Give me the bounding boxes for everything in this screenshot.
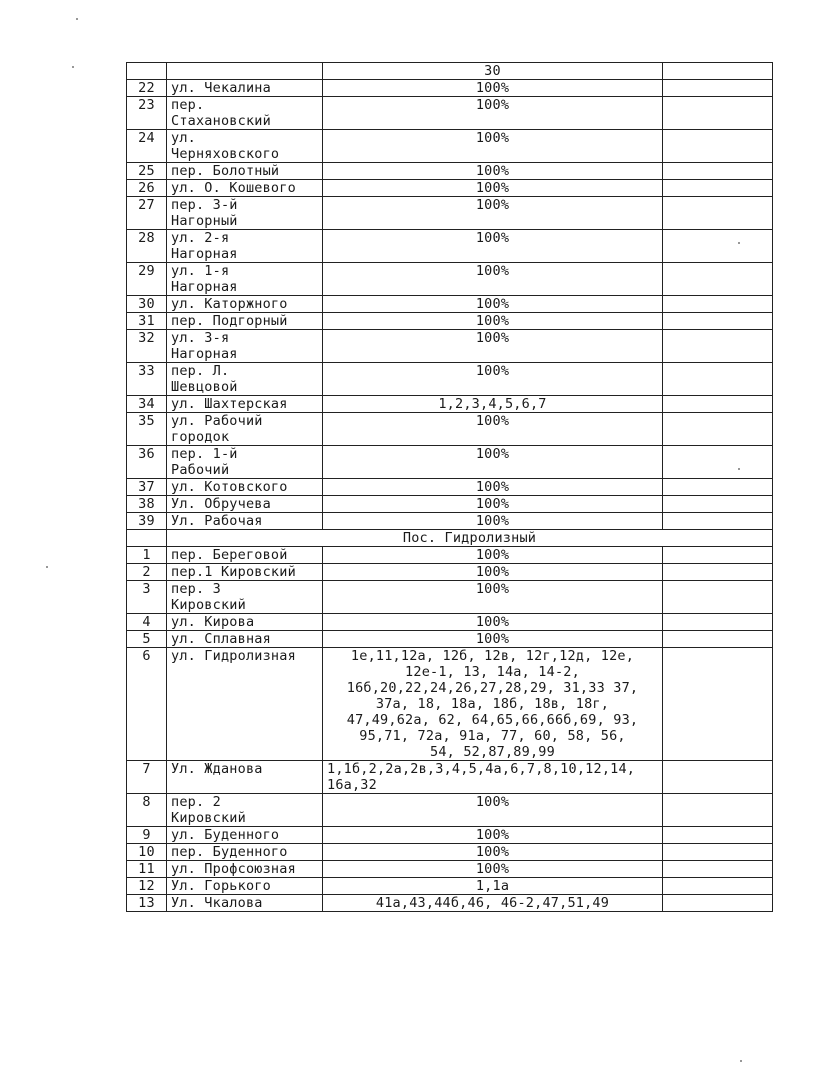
extra-cell [663,496,773,513]
extra-cell [663,263,773,296]
row-number: 22 [127,80,167,97]
street-name: пер. 2 Кировский [167,794,323,827]
house-numbers: 1,1б,2,2а,2в,3,4,5,4а,6,7,8,10,12,14, 16а,32 [323,761,663,794]
extra-cell [663,197,773,230]
table-row [127,313,773,330]
extra-cell [663,631,773,648]
table-row [127,197,773,230]
extra-cell [663,230,773,263]
street-name: пер. Береговой [167,547,323,564]
address-table-body [127,63,773,912]
extra-cell [663,97,773,130]
extra-cell [663,446,773,479]
table-row [127,513,773,530]
table-row [127,895,773,912]
extra-cell [663,648,773,761]
table-row [127,794,773,827]
house-numbers: 100% [323,130,663,163]
house-numbers: 100% [323,564,663,581]
scan-speck [76,18,78,20]
row-number: 37 [127,479,167,496]
table-row [127,163,773,180]
house-numbers: 41а,43,44б,46, 46-2,47,51,49 [323,895,663,912]
extra-cell [663,513,773,530]
street-name: ул. Каторжного [167,296,323,313]
table-row [127,547,773,564]
row-number: 25 [127,163,167,180]
extra-cell [663,878,773,895]
extra-cell [663,313,773,330]
street-name: ул. Сплавная [167,631,323,648]
section-title: Пос. Гидролизный [167,530,773,547]
house-numbers: 100% [323,844,663,861]
street-name: пер. Болотный [167,163,323,180]
street-name: ул. Чекалина [167,80,323,97]
extra-cell [663,330,773,363]
row-number: 26 [127,180,167,197]
house-numbers: 100% [323,496,663,513]
extra-cell [663,614,773,631]
row-number: 24 [127,130,167,163]
street-name: ул. Черняховского [167,130,323,163]
extra-cell [663,564,773,581]
extra-cell [663,827,773,844]
table-row [127,479,773,496]
table-row [127,363,773,396]
street-name: Ул. Жданова [167,761,323,794]
table-row [127,581,773,614]
street-name: Ул. Горького [167,878,323,895]
extra-cell [663,794,773,827]
street-name: ул. Котовского [167,479,323,496]
row-number: 29 [127,263,167,296]
house-numbers: 100% [323,631,663,648]
extra-cell [663,80,773,97]
house-numbers: 1е,11,12а, 12б, 12в, 12г,12д, 12е, 12е-1, 13, 14а, 14-2, 16б,20,22,24,26,27,28,29, 31,33 37, 37а, 18, 18а, 18б, 18в, 18г, 47,49,62а, 62, 64,65,66,66б,69, 93, 95,71, 72а, 91а, 77, 60, 58, 56, 54, 52,87,89,99 [323,648,663,761]
row-number: 27 [127,197,167,230]
row-number: 39 [127,513,167,530]
table-row [127,396,773,413]
scan-speck [738,468,740,470]
extra-cell [663,363,773,396]
row-number: 3 [127,581,167,614]
row-number: 10 [127,844,167,861]
street-name: ул. Гидролизная [167,648,323,761]
extra-cell [663,581,773,614]
house-numbers: 100% [323,197,663,230]
row-number: 32 [127,330,167,363]
table-row [127,496,773,513]
street-name: пер. Подгорный [167,313,323,330]
street-name: ул. О. Кошевого [167,180,323,197]
house-numbers: 100% [323,180,663,197]
house-numbers: 100% [323,547,663,564]
table-row [127,180,773,197]
header-cell-extra [663,63,773,80]
street-name: Ул. Рабочая [167,513,323,530]
row-number: 34 [127,396,167,413]
house-numbers: 1,2,3,4,5,6,7 [323,396,663,413]
street-name: пер. Буденного [167,844,323,861]
table-row [127,861,773,878]
street-name: пер. 1-й Рабочий [167,446,323,479]
table-row [127,614,773,631]
row-number: 11 [127,861,167,878]
row-number: 28 [127,230,167,263]
house-numbers: 100% [323,794,663,827]
street-name: пер. Л. Шевцовой [167,363,323,396]
header-value: 30 [323,63,663,80]
street-name: пер. Стахановский [167,97,323,130]
row-number: 38 [127,496,167,513]
street-name: ул. 1-я Нагорная [167,263,323,296]
table-row [127,330,773,363]
house-numbers: 100% [323,513,663,530]
table-row [127,446,773,479]
street-name: ул. Рабочий городок [167,413,323,446]
street-name: ул. 2-я Нагорная [167,230,323,263]
table-row [127,97,773,130]
table-row [127,564,773,581]
house-numbers: 100% [323,330,663,363]
house-numbers: 100% [323,413,663,446]
extra-cell [663,547,773,564]
house-numbers: 100% [323,446,663,479]
table-row [127,230,773,263]
row-number: 4 [127,614,167,631]
row-number: 5 [127,631,167,648]
section-cell-num [127,530,167,547]
house-numbers: 100% [323,614,663,631]
row-number: 1 [127,547,167,564]
house-numbers: 100% [323,163,663,180]
scan-speck [738,242,740,244]
extra-cell [663,396,773,413]
house-numbers: 100% [323,263,663,296]
table-row [127,80,773,97]
extra-cell [663,761,773,794]
row-number: 12 [127,878,167,895]
street-name: пер. 3 Кировский [167,581,323,614]
house-numbers: 100% [323,313,663,330]
scan-speck [72,66,74,68]
table-row [127,631,773,648]
house-numbers: 100% [323,861,663,878]
table-row [127,413,773,446]
row-number: 2 [127,564,167,581]
row-number: 23 [127,97,167,130]
street-name: ул. 3-я Нагорная [167,330,323,363]
table-row [127,130,773,163]
house-numbers: 100% [323,97,663,130]
street-name: пер. 3-й Нагорный [167,197,323,230]
row-number: 13 [127,895,167,912]
extra-cell [663,180,773,197]
table-row [127,878,773,895]
scan-speck [740,1060,742,1062]
house-numbers: 100% [323,363,663,396]
extra-cell [663,413,773,446]
street-name: ул. Шахтерская [167,396,323,413]
house-numbers: 100% [323,581,663,614]
street-name: Ул. Чкалова [167,895,323,912]
table-row [127,263,773,296]
extra-cell [663,844,773,861]
row-number: 8 [127,794,167,827]
extra-cell [663,895,773,912]
table-header-row [127,63,773,80]
row-number: 36 [127,446,167,479]
row-number: 30 [127,296,167,313]
extra-cell [663,479,773,496]
street-name: пер.1 Кировский [167,564,323,581]
address-table [126,62,773,912]
street-name: ул. Буденного [167,827,323,844]
row-number: 31 [127,313,167,330]
house-numbers: 100% [323,80,663,97]
row-number: 7 [127,761,167,794]
table-row [127,844,773,861]
row-number: 6 [127,648,167,761]
row-number: 35 [127,413,167,446]
scan-speck [46,566,48,568]
table-row [127,761,773,794]
section-row [127,530,773,547]
row-number: 33 [127,363,167,396]
street-name: ул. Профсоюзная [167,861,323,878]
header-cell-num [127,63,167,80]
house-numbers: 100% [323,827,663,844]
row-number: 9 [127,827,167,844]
extra-cell [663,163,773,180]
house-numbers: 100% [323,296,663,313]
house-numbers: 100% [323,230,663,263]
street-name: ул. Кирова [167,614,323,631]
house-numbers: 1,1а [323,878,663,895]
extra-cell [663,296,773,313]
table-row [127,296,773,313]
extra-cell [663,130,773,163]
extra-cell [663,861,773,878]
street-name: Ул. Обручева [167,496,323,513]
house-numbers: 100% [323,479,663,496]
header-cell-street [167,63,323,80]
table-row [127,648,773,761]
table-row [127,827,773,844]
